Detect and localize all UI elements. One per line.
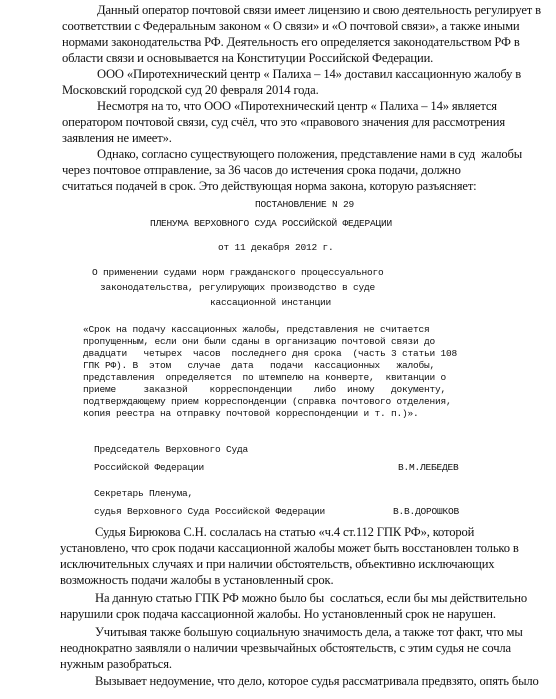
quote-line: пропущенным, если они были сданы в организацию почтовой связи до [83, 336, 436, 347]
text-line: установлено, что срок подачи кассационной жалобы может быть восстановлен только в [60, 541, 519, 555]
text-line: Однако, согласно существующего положения, представление нами в суд жалобы [97, 147, 523, 161]
quote-line: ГПК РФ). В этом случае дата подачи кассационных жалобы, [83, 360, 436, 371]
signature-name: В.В.ДОРОШКОВ [393, 506, 460, 517]
quote-line: копия реестра на отправку почтовой корреспонденции и т. п.)». [83, 408, 419, 419]
quote-line: «Срок на подачу кассационных жалобы, представления не считается [83, 324, 430, 335]
text-line: через почтовое отправление, за 36 часов до истечения срока подачи, должно [62, 163, 461, 177]
text-line: нарушили срок подача кассационной жалобы. Но установленный срок не нарушен. [60, 607, 496, 621]
quote-line: приеме заказной корреспонденции либо иному документу, [83, 384, 447, 395]
quote-line: подтверждающему прием корреспонденции (справка почтового отделения, [83, 396, 452, 407]
resolution-date: от 11 декабря 2012 г. [218, 242, 334, 253]
quote-line: двадцати четырех часов последнего дня срока (часть 3 статьи 108 [83, 348, 458, 359]
text-line: области связи и основывается на Конституции Российской Федерации. [62, 51, 434, 65]
text-line: исключительных случаях и при наличии обстоятельств, объективно исключающих [60, 557, 495, 571]
signature-title: Председатель Верховного Суда [94, 444, 249, 455]
text-line: Судья Бирюкова С.Н. сослалась на статью «ч.4 ст.112 ГПК РФ», которой [95, 525, 475, 539]
text-line: соответствии с Федеральным законом « О связи» и «О почтовой связи», а также иными [62, 19, 520, 33]
quote-line: представления определяется по штемпелю на конверте, квитанции о [83, 372, 447, 383]
resolution-body: ПЛЕНУМА ВЕРХОВНОГО СУДА РОССИЙСКОЙ ФЕДЕРАЦИИ [150, 218, 393, 229]
signature-name: В.М.ЛЕБЕДЕВ [398, 462, 459, 473]
text-line: На данную статью ГПК РФ можно было бы сослаться, если бы мы действительно [95, 591, 527, 605]
resolution-subject-line: законодательства, регулирующих производство в суде [100, 282, 376, 293]
text-line: ООО «Пиротехнический центр « Палиха – 14» доставил кассационную жалобу в [97, 67, 522, 81]
text-line: Московский городской суд 20 февраля 2014 года. [62, 83, 319, 97]
signature-title: судья Верховного Суда Российской Федерации [94, 506, 326, 517]
signature-title: Секретарь Пленума, [94, 488, 194, 499]
text-line: Вызывает недоумение, что дело, которое судья рассматривала предвзято, опять было [95, 674, 539, 688]
text-line: оператором почтовой связи, суд счёл, что это «правового значения для рассмотрения [62, 115, 505, 129]
text-line: нормами законодательства РФ. Деятельность его определяется законодательством РФ в [62, 35, 520, 49]
signature-title: Российской Федерации [94, 462, 205, 473]
text-line: Данный оператор почтовой связи имеет лицензию и свою деятельность регулирует в [97, 3, 541, 17]
resolution-subject-line: кассационной инстанции [210, 297, 332, 308]
resolution-subject-line: О применении судами норм гражданского процессуального [92, 267, 384, 278]
text-line: нужным разобраться. [60, 657, 172, 671]
text-line: возможность подачи жалобы в установленный срок. [60, 573, 334, 587]
text-line: Учитывая также большую социальную значимость дела, а также тот факт, что мы [95, 625, 523, 639]
text-line: неоднократно заявляли о наличии чрезвычайных обстоятельств, с этим судья не сочла [60, 641, 511, 655]
text-line: Несмотря на то, что ООО «Пиротехнический центр « Палиха – 14» является [97, 99, 497, 113]
text-line: считаться подачей в срок. Это действующая норма закона, которую разъясняет: [62, 179, 477, 193]
text-line: заявления не имеет». [62, 131, 172, 145]
resolution-title: ПОСТАНОВЛЕНИЕ N 29 [255, 199, 355, 210]
